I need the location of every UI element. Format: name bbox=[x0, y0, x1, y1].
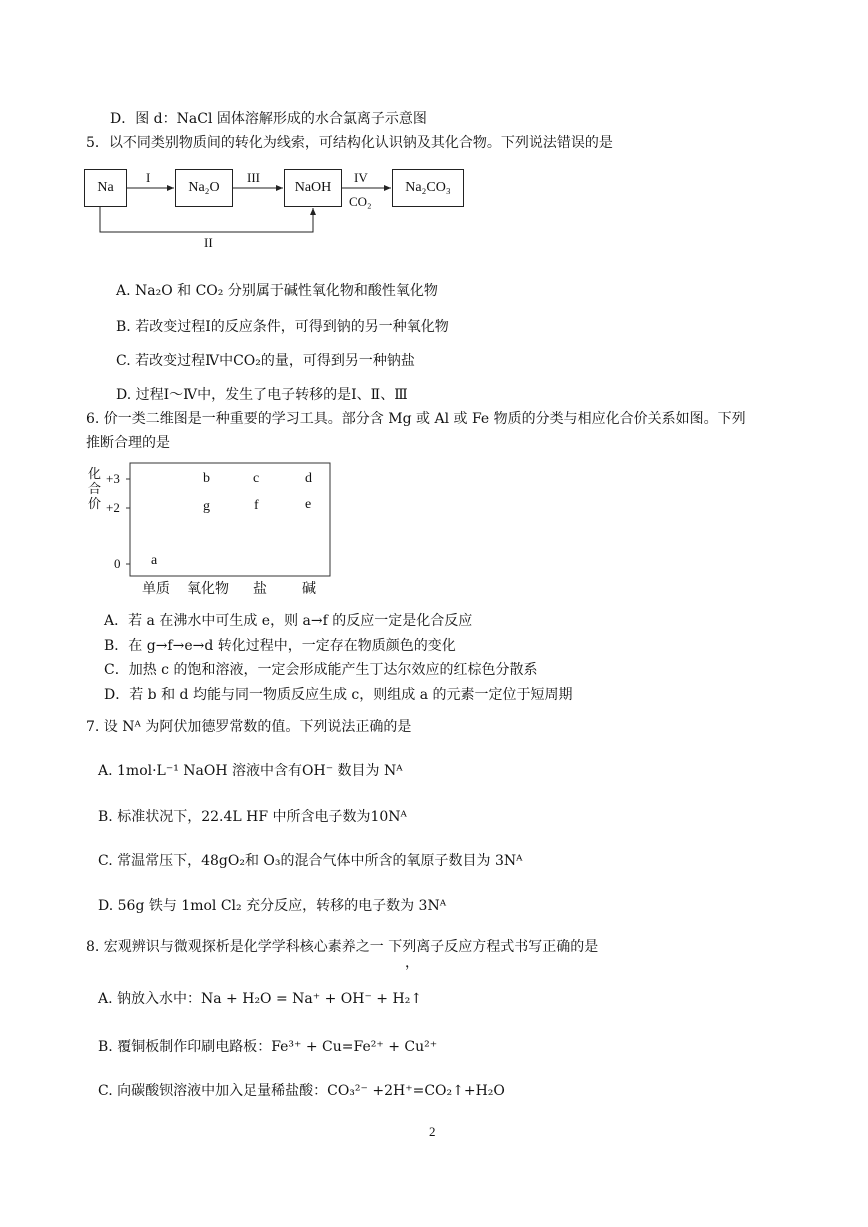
label-i: I bbox=[146, 170, 151, 185]
point-f: f bbox=[254, 498, 259, 513]
q6-stem-1: 6. 价一类二维图是一种重要的学习工具。部分含 Mg 或 Al 或 Fe 物质的分类与相应化合价关系如图。下列 bbox=[86, 411, 746, 427]
q8-option-a: A. 钠放入水中：Na + H₂O = Na⁺ + OH⁻ + H₂↑ bbox=[98, 991, 423, 1007]
q7-option-b: B. 标准状况下，22.4L HF 中所含电子数为10Nᴬ bbox=[98, 809, 407, 825]
q8-stem: 8. 宏观辨识与微观探析是化学学科核心素养之一 下列离子反应方程式书写正确的是 bbox=[86, 939, 599, 955]
q6-stem-2: 推断合理的是 bbox=[86, 435, 170, 451]
label-iv: IV bbox=[354, 170, 368, 185]
point-d: d bbox=[305, 471, 312, 486]
q8-option-c: C. 向碳酸钡溶液中加入足量稀盐酸：CO₃²⁻ +2H⁺=CO₂↑+H₂O bbox=[98, 1083, 505, 1099]
ytick-plus2: +2 bbox=[106, 500, 120, 515]
q4-option-d: D．图 d：NaCl 固体溶解形成的水合氯离子示意图 bbox=[110, 111, 427, 127]
q5-option-b: B. 若改变过程Ⅰ的反应条件，可得到钠的另一种氧化物 bbox=[116, 319, 449, 335]
label-iii: III bbox=[247, 170, 260, 185]
q7-option-c: C. 常温常压下，48gO₂和 O₃的混合气体中所含的氧原子数目为 3Nᴬ bbox=[98, 853, 523, 869]
box-naoh: NaOH bbox=[284, 169, 342, 207]
label-co2: CO₂ bbox=[349, 194, 372, 209]
xtick-yan: 盐 bbox=[253, 581, 267, 597]
point-e: e bbox=[305, 497, 312, 512]
q8-option-b: B. 覆铜板制作印刷电路板：Fe³⁺ + Cu=Fe²⁺ + Cu²⁺ bbox=[98, 1039, 438, 1055]
q5-stem: 5．以不同类别物质间的转化为线索，可结构化认识钠及其化合物。下列说法错误的是 bbox=[86, 135, 613, 151]
point-g: g bbox=[203, 499, 210, 514]
xtick-yanghuawu: 氧化物 bbox=[187, 581, 229, 597]
q7-option-d: D. 56g 铁与 1mol Cl₂ 充分反应，转移的电子数为 3Nᴬ bbox=[98, 898, 447, 914]
q6-option-a: A．若 a 在沸水中可生成 e，则 a→f 的反应一定是化合反应 bbox=[104, 613, 473, 629]
q5-option-c: C. 若改变过程Ⅳ中CO₂的量，可得到另一种钠盐 bbox=[116, 353, 415, 369]
ytick-zero: 0 bbox=[114, 556, 121, 571]
box-na: Na bbox=[84, 169, 127, 207]
q7-option-a: A. 1mol·L⁻¹ NaOH 溶液中含有OH⁻ 数目为 Nᴬ bbox=[98, 763, 403, 779]
q6-option-c: C．加热 c 的饱和溶液，一定会形成能产生丁达尔效应的红棕色分散系 bbox=[104, 662, 538, 678]
ytick-plus3: +3 bbox=[106, 471, 120, 486]
q5-option-a: A. Na₂O 和 CO₂ 分别属于碱性氧化物和酸性氧化物 bbox=[116, 283, 438, 299]
q8-stem-comma: ， bbox=[405, 955, 419, 971]
label-ii: II bbox=[204, 235, 213, 250]
xtick-danzhi: 单质 bbox=[142, 581, 170, 597]
page-number: 2 bbox=[429, 1124, 436, 1139]
q6-option-d: D．若 b 和 d 均能与同一物质反应生成 c，则组成 a 的元素一定位于短周期 bbox=[104, 687, 573, 703]
point-a: a bbox=[151, 553, 158, 568]
q7-stem: 7. 设 Nᴬ 为阿伏加德罗常数的值。下列说法正确的是 bbox=[86, 719, 412, 735]
y-axis-label: 化合价 bbox=[88, 466, 102, 511]
point-c: c bbox=[253, 471, 260, 486]
box-na2co3: Na₂CO₃ bbox=[392, 169, 464, 207]
box-na2o: Na₂O bbox=[175, 169, 233, 207]
q6-option-b: B．在 g→f→e→d 转化过程中，一定存在物质颜色的变化 bbox=[104, 638, 456, 654]
q5-option-d: D. 过程Ⅰ～Ⅳ中，发生了电子转移的是Ⅰ、Ⅱ、Ⅲ bbox=[116, 387, 408, 403]
xtick-jian: 碱 bbox=[302, 581, 316, 597]
point-b: b bbox=[203, 471, 210, 486]
